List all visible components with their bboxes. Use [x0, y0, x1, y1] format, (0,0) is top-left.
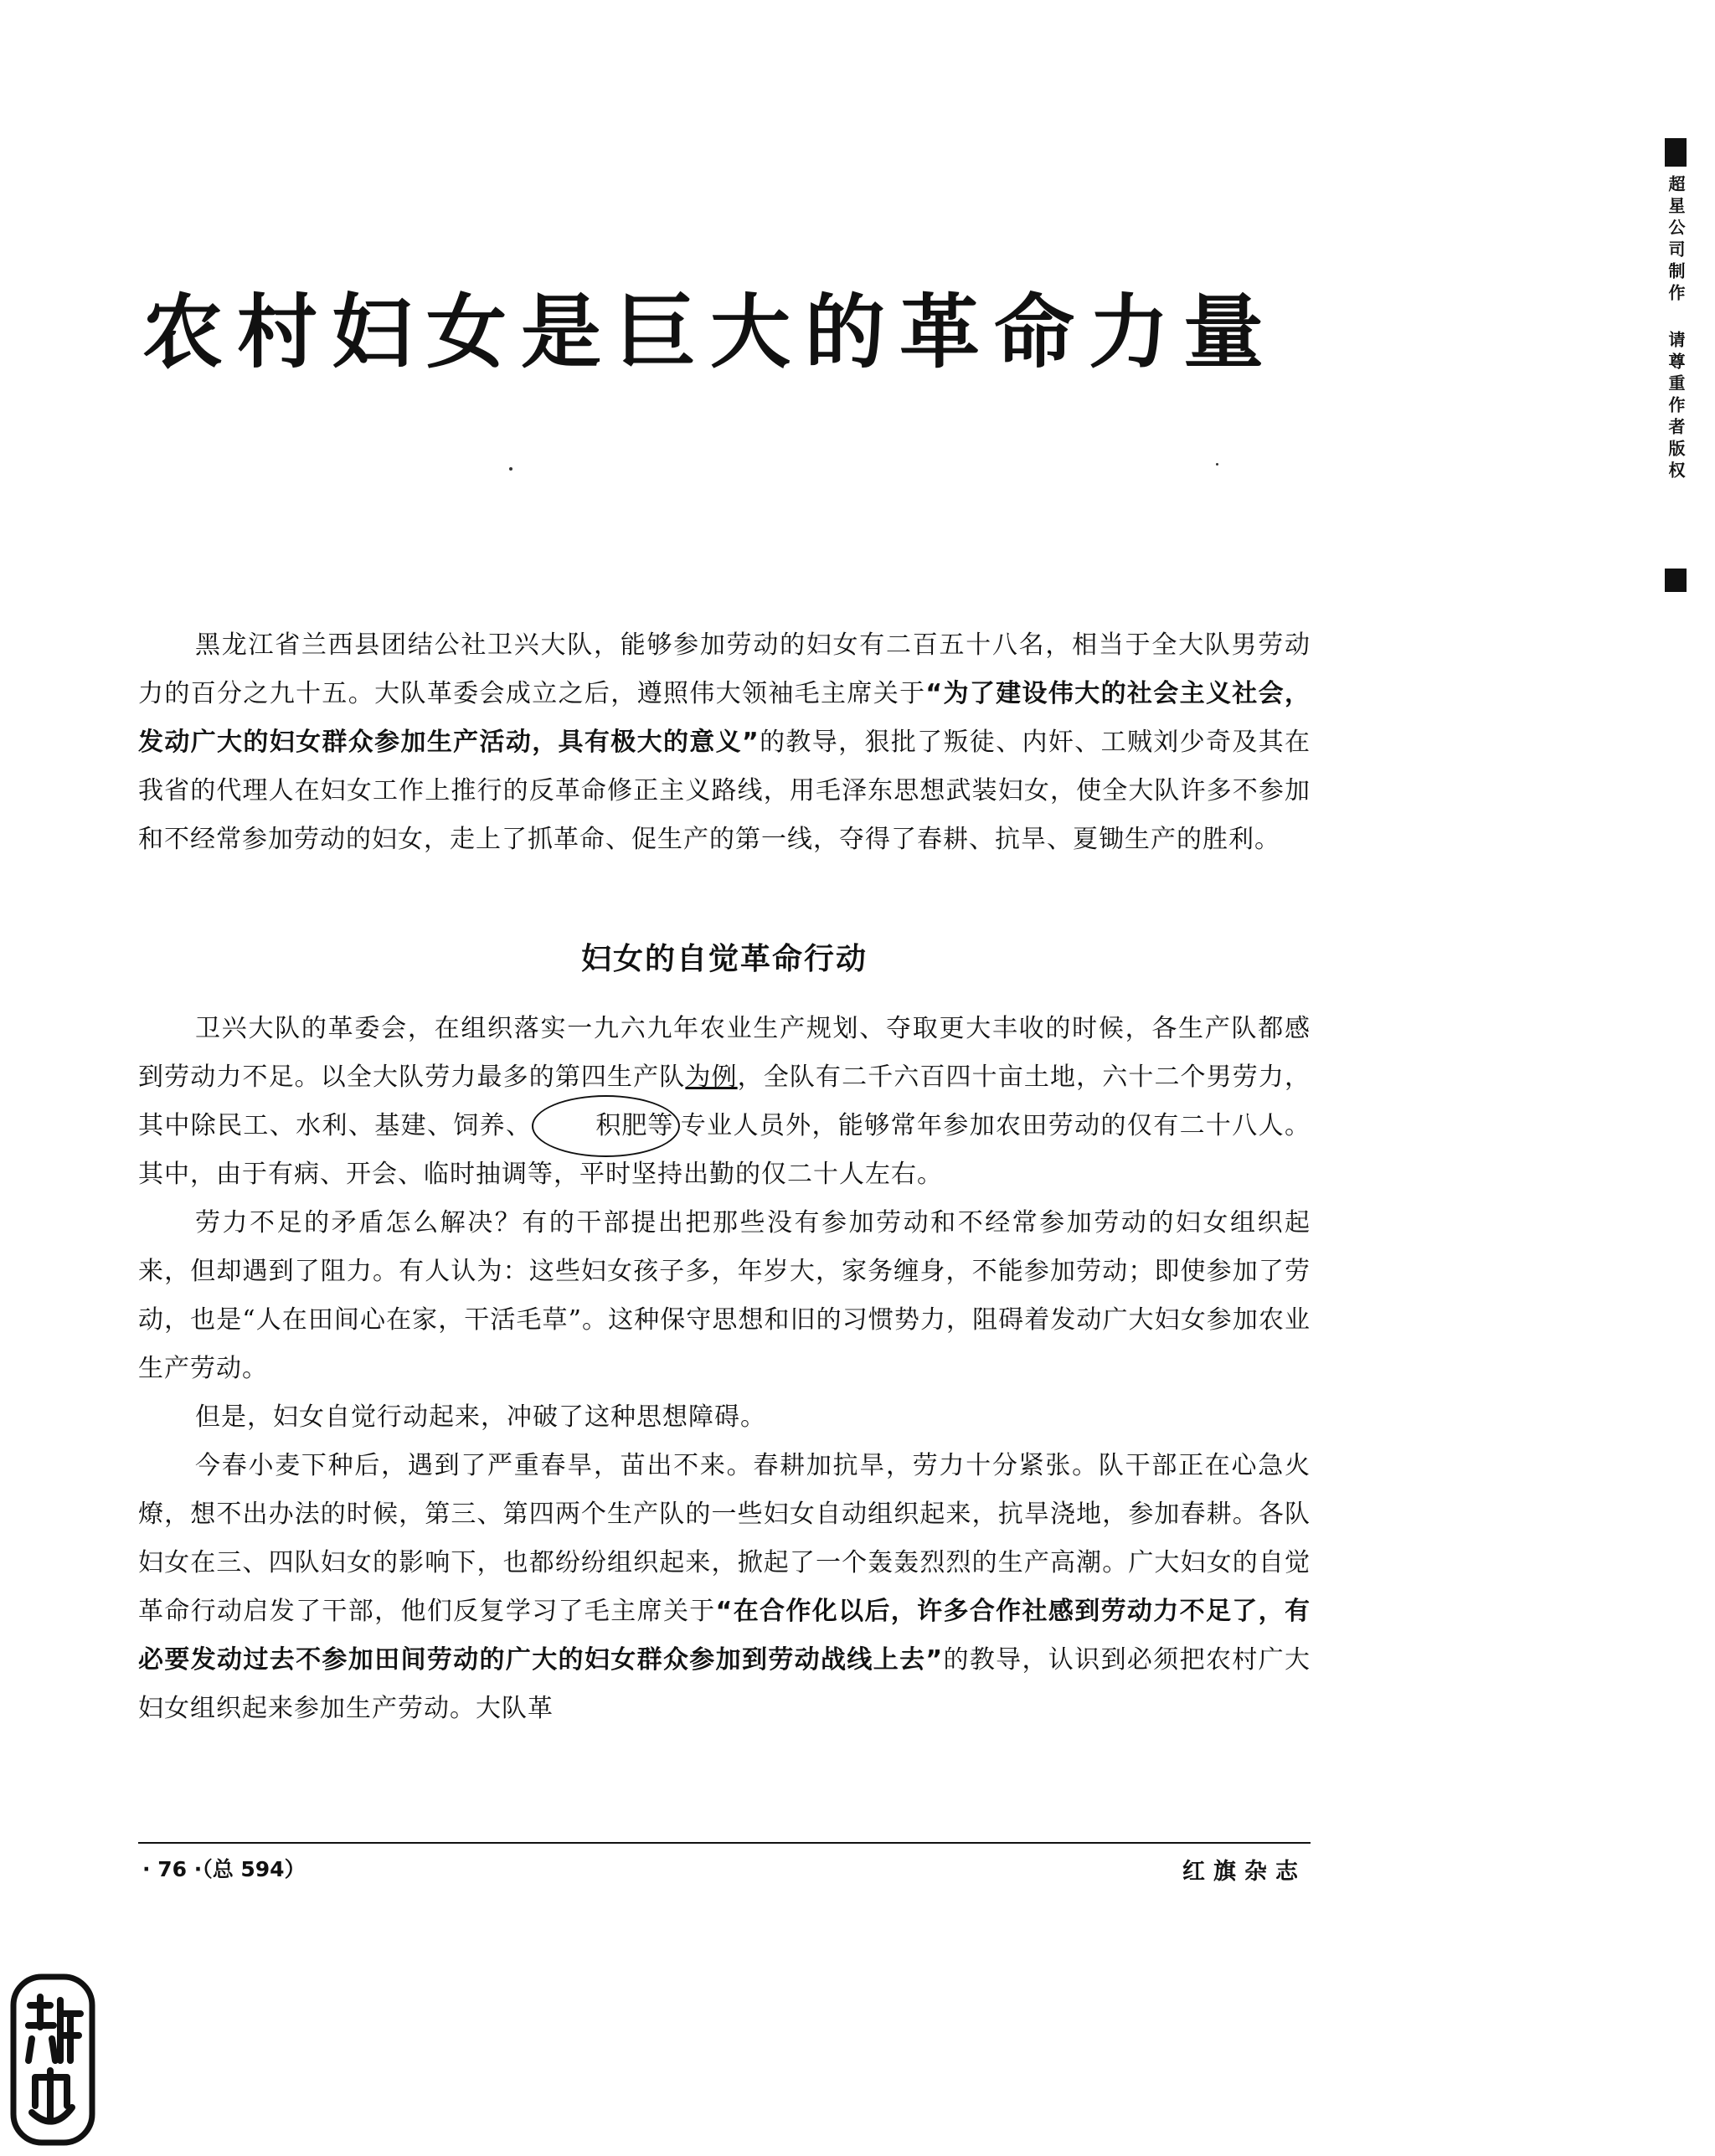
- paragraph-labor-shortage: [138, 1005, 1311, 1199]
- paragraph-text: 卫兴大队的革委会，在组织落实一九六九年农业生产规划、夺取更大丰收的时候，各生产队都感到劳动力不足。以全大队劳力最多的第四生产队: [138, 1014, 1311, 1092]
- paragraph-breakthrough: 但是，妇女自觉行动起来，冲破了这种思想障碍。: [195, 1402, 766, 1432]
- circled-annotation: 积肥等: [532, 1095, 680, 1157]
- notice-bar-bottom: [1665, 569, 1687, 592]
- page-title: 农村妇女是巨大的革命力量: [142, 286, 1278, 379]
- paragraph-text: 专业人员外，能够常年参加农田劳动的仅有二十八人。其中，由于有病、开会、临时抽调等，平时坚持出勤的仅二十人左右。: [138, 1111, 1311, 1189]
- mao-quote-2: “在合作化以后，许多合作社感到劳动力不足了，有必要发动过去不参加田间劳动的广大的妇女群众参加到劳动战线上去”: [138, 1597, 1311, 1675]
- page-number: · 76 ·（总 594）: [142, 1857, 306, 1881]
- intro-paragraph: [138, 621, 1311, 864]
- intro-text-2: 的教导，狠批了叛徒、内奸、工贼刘少奇及其在我省的代理人在妇女工作上推行的反革命修正主义路线，用毛泽东思想武装妇女，使全大队许多不参加和不经常参加劳动的妇女，走上了抓革命、促生产的第一线，夺得了春耕、抗旱、夏锄生产的胜利。: [138, 728, 1311, 854]
- mao-quote-1: “为了建设伟大的社会主义社会，发动广大的妇女群众参加生产活动，具有极大的意义”: [138, 679, 1311, 757]
- paragraph-text: 今春小麦下种后，遇到了严重春旱，苗出不来。春耕加抗旱，劳力十分紧张。队干部正在心急火燎，想不出办法的时候，第三、第四两个生产队的一些妇女自动组织起来，抗旱浇地，参加春耕。各队妇女在三、四队妇女的影响下，也都纷纷组织起来，掀起了一个轰轰烈烈的生产高潮。广大妇女的自觉革命行动启发了干部，他们反复学习了毛主席关于: [138, 1451, 1311, 1626]
- copyright-notice: [1656, 138, 1696, 597]
- underlined-mark: 为例: [685, 1063, 738, 1092]
- seal-stamp-icon: [7, 1972, 99, 2148]
- intro-paragraph-block: [138, 621, 1311, 864]
- paragraph-spring-drought: [138, 1442, 1311, 1733]
- section-body: [138, 1005, 1311, 1733]
- intro-text-1: 黑龙江省兰西县团结公社卫兴大队，能够参加劳动的妇女有二百五十八名，相当于全大队男劳动力的百分之九十五。大队革委会成立之后，遵照伟大领袖毛主席关于: [138, 630, 1311, 708]
- notice-bar-top: [1665, 138, 1687, 167]
- scan-speck: [509, 467, 512, 471]
- paragraph-text: ，全队有二千六百四十亩土地，六十二个男劳力，其中除民工、水利、基建、饲养、: [138, 1063, 1311, 1140]
- section-heading: 妇女的自觉革命行动: [580, 942, 868, 976]
- paragraph-resistance: 劳力不足的矛盾怎么解决？有的干部提出把那些没有参加劳动和不经常参加劳动的妇女组织起来，但却遇到了阻力。有人认为：这些妇女孩子多，年岁大，家务缠身，不能参加劳动；即使参加了劳动，也是“人在田间心在家，干活毛草”。这种保守思想和旧的习惯势力，阻碍着发动广大妇女参加农业生产劳动。: [138, 1208, 1311, 1383]
- paragraph-text: 的教导，认识到必须把农村广大妇女组织起来参加生产劳动。大队革: [138, 1645, 1311, 1723]
- footer-divider: [138, 1842, 1311, 1844]
- journal-name: 红旗杂志: [1182, 1859, 1306, 1885]
- copyright-text: 超星公司制作 请尊重作者版权: [1666, 175, 1686, 483]
- scan-speck: [1216, 463, 1218, 466]
